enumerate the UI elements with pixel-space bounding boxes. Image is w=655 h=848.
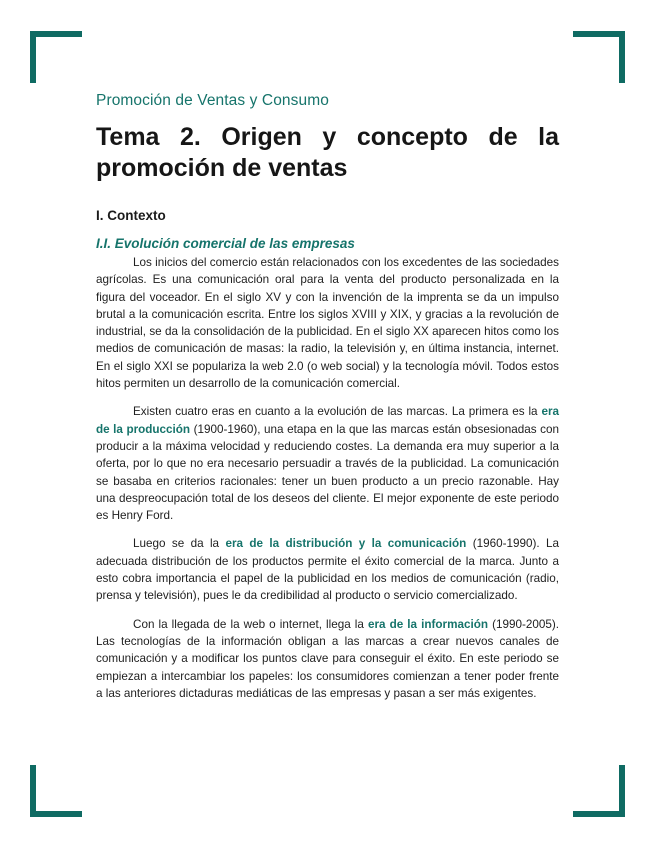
course-name: Promoción de Ventas y Consumo (96, 92, 329, 109)
era-informacion-highlight: era de la información (367, 617, 489, 631)
paragraph-4 (96, 616, 559, 702)
paragraph-2 (96, 403, 559, 524)
corner-bracket-bottom-left (30, 765, 82, 817)
paragraph-1: Los inicios del comercio están relacionados con los excedentes de las sociedades agrícolas. Es una comunicación oral para la venta del producto personalizada en la figura del voceador. En el siglo XV y con la invención de la imprenta se da un impulso brutal a la comunicación escrita. Entre los siglos XVIII y XIX, y gracias a la revolución de industrial, se da la consolidación de la publicidad. En el siglo XX aparecen hitos como los medios de comunicación de masas: la radio, la televisión y, en última instancia, internet. En el siglo XXI se populariza la web 2.0 (o web social) y la tecnología móvil. Todos estos hitos permiten un desarrollo de la comunicación comercial. (96, 256, 559, 391)
corner-bracket-top-right (573, 31, 625, 83)
paragraph-3-text-before: Luego se da la (133, 537, 226, 551)
paragraph-2-text-after: (1900-1960), una etapa en la que las marcas están obsesionadas con producir a la máxima velocidad y reduciendo costes. La demanda era muy superior a la oferta, por lo que no era necesario persuadir a través de la publicidad. La comunicación se basaba en criterios racionales: tener un buen producto a un precio razonable. Hay una despreocupación total de los deseos del cliente. El mejor exponente de este periodo es Henry Ford. (96, 422, 559, 523)
paragraph-3-text-after: (1960-1990). La adecuada distribución de los productos permite el éxito comercial de la marca. Junto a esto cobra importancia el papel de la publicidad en los medios de comunicación (radio, prensa y televisión), pues le da credibilidad al producto o servicio comercializado. (96, 537, 559, 603)
era-distribucion-highlight: era de la distribución y la comunicación (225, 537, 467, 551)
era-produccion-highlight: era de la producción (96, 405, 559, 436)
section-heading: I. Contexto (96, 208, 166, 223)
corner-bracket-bottom-right (573, 765, 625, 817)
corner-bracket-top-left (30, 31, 82, 83)
paragraph-3 (96, 535, 559, 604)
paragraph-4-text-before: Con la llegada de la web o internet, llega la (133, 617, 368, 631)
paragraph-2-text-before: Existen cuatro eras en cuanto a la evolución de las marcas. La primera es la (133, 405, 542, 419)
subsection-heading: I.I. Evolución comercial de las empresas (96, 236, 355, 251)
page-title: Tema 2. Origen y concepto de la promoción de ventas (96, 123, 559, 182)
paragraph-4-text-after: (1990-2005). Las tecnologías de la información obligan a las marcas a crear nuevos canales de comunicación y a modificar los puntos clave para conseguir el éxito. En este periodo se empiezan a intercambiar los papeles: los consumidores comienzan a tener poder frente a las anteriores dictaduras mediáticas de las empresas y pasan a ser más exigentes. (96, 617, 560, 700)
page-content (96, 92, 559, 713)
